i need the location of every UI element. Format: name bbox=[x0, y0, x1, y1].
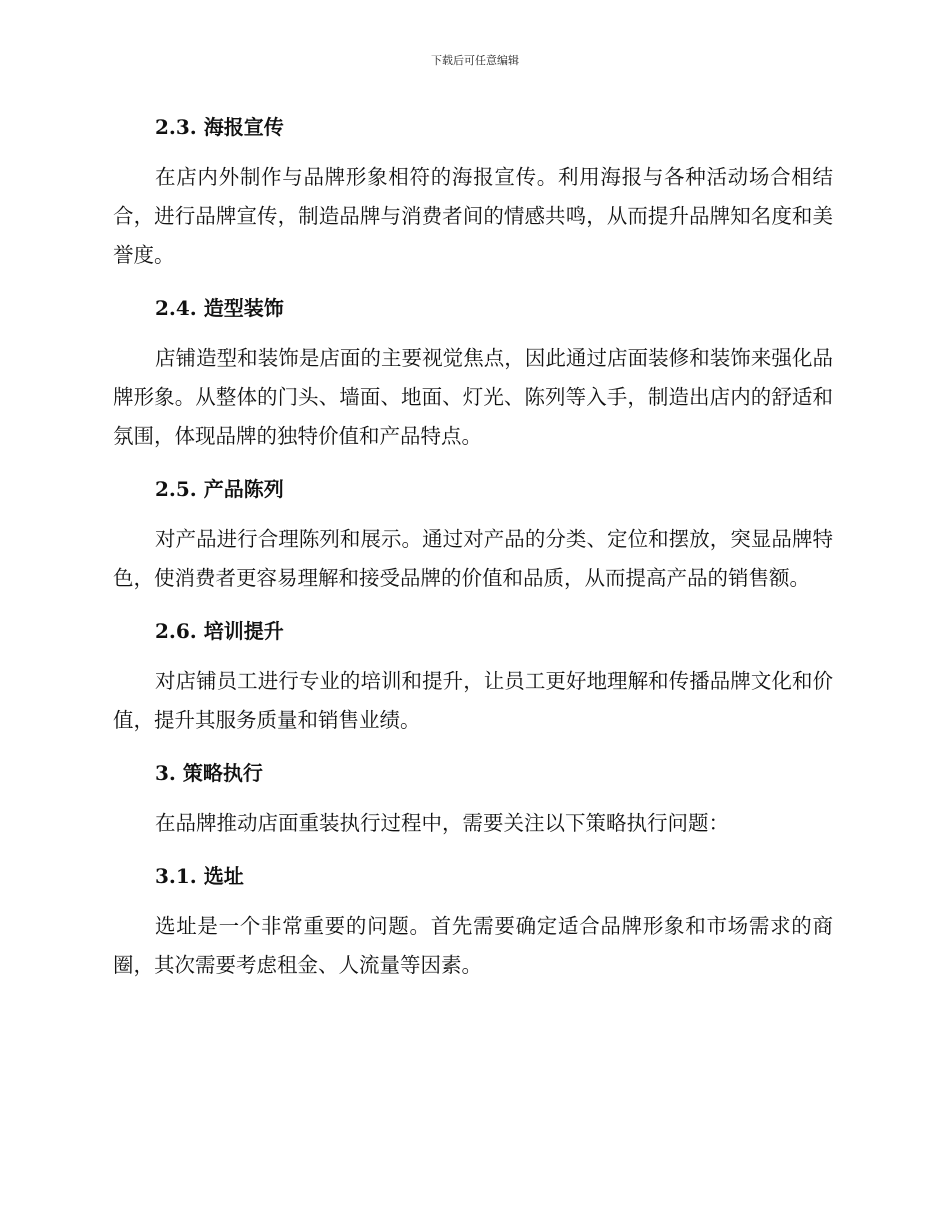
section-paragraph-3: 在品牌推动店面重装执行过程中，需要关注以下策略执行问题： bbox=[155, 811, 729, 835]
section-paragraph-2-4: 店铺造型和装饰是店面的主要视觉焦点，因此通过店面装修和装饰来强化品牌形象。从整体的门头、墙面、地面、灯光、陈列等入手，制造出店内的舒适和氛围，体现品牌的独特价值和产品特点。 bbox=[113, 346, 833, 448]
section-heading-2-6: 2.6. 培训提升 bbox=[155, 619, 284, 643]
document-body bbox=[113, 108, 833, 999]
section-heading-2-4: 2.4. 造型装饰 bbox=[155, 296, 284, 320]
section-heading-2-3: 2.3. 海报宣传 bbox=[155, 115, 284, 139]
section-paragraph-2-3: 在店内外制作与品牌形象相符的海报宣传。利用海报与各种活动场合相结合，进行品牌宣传，制造品牌与消费者间的情感共鸣，从而提升品牌知名度和美誉度。 bbox=[113, 165, 833, 267]
section-paragraph-2-6: 对店铺员工进行专业的培训和提升，让员工更好地理解和传播品牌文化和价值，提升其服务质量和销售业绩。 bbox=[113, 669, 833, 732]
section-paragraph-2-5: 对产品进行合理陈列和展示。通过对产品的分类、定位和摆放，突显品牌特色，使消费者更容易理解和接受品牌的价值和品质，从而提高产品的销售额。 bbox=[113, 527, 833, 590]
section-paragraph-3-1: 选址是一个非常重要的问题。首先需要确定适合品牌形象和市场需求的商圈，其次需要考虑租金、人流量等因素。 bbox=[113, 914, 833, 977]
page-header-note: 下载后可任意编辑 bbox=[431, 54, 519, 67]
section-heading-3-1: 3.1. 选址 bbox=[155, 864, 244, 888]
section-heading-3: 3. 策略执行 bbox=[155, 761, 263, 785]
section-heading-2-5: 2.5. 产品陈列 bbox=[155, 477, 284, 501]
